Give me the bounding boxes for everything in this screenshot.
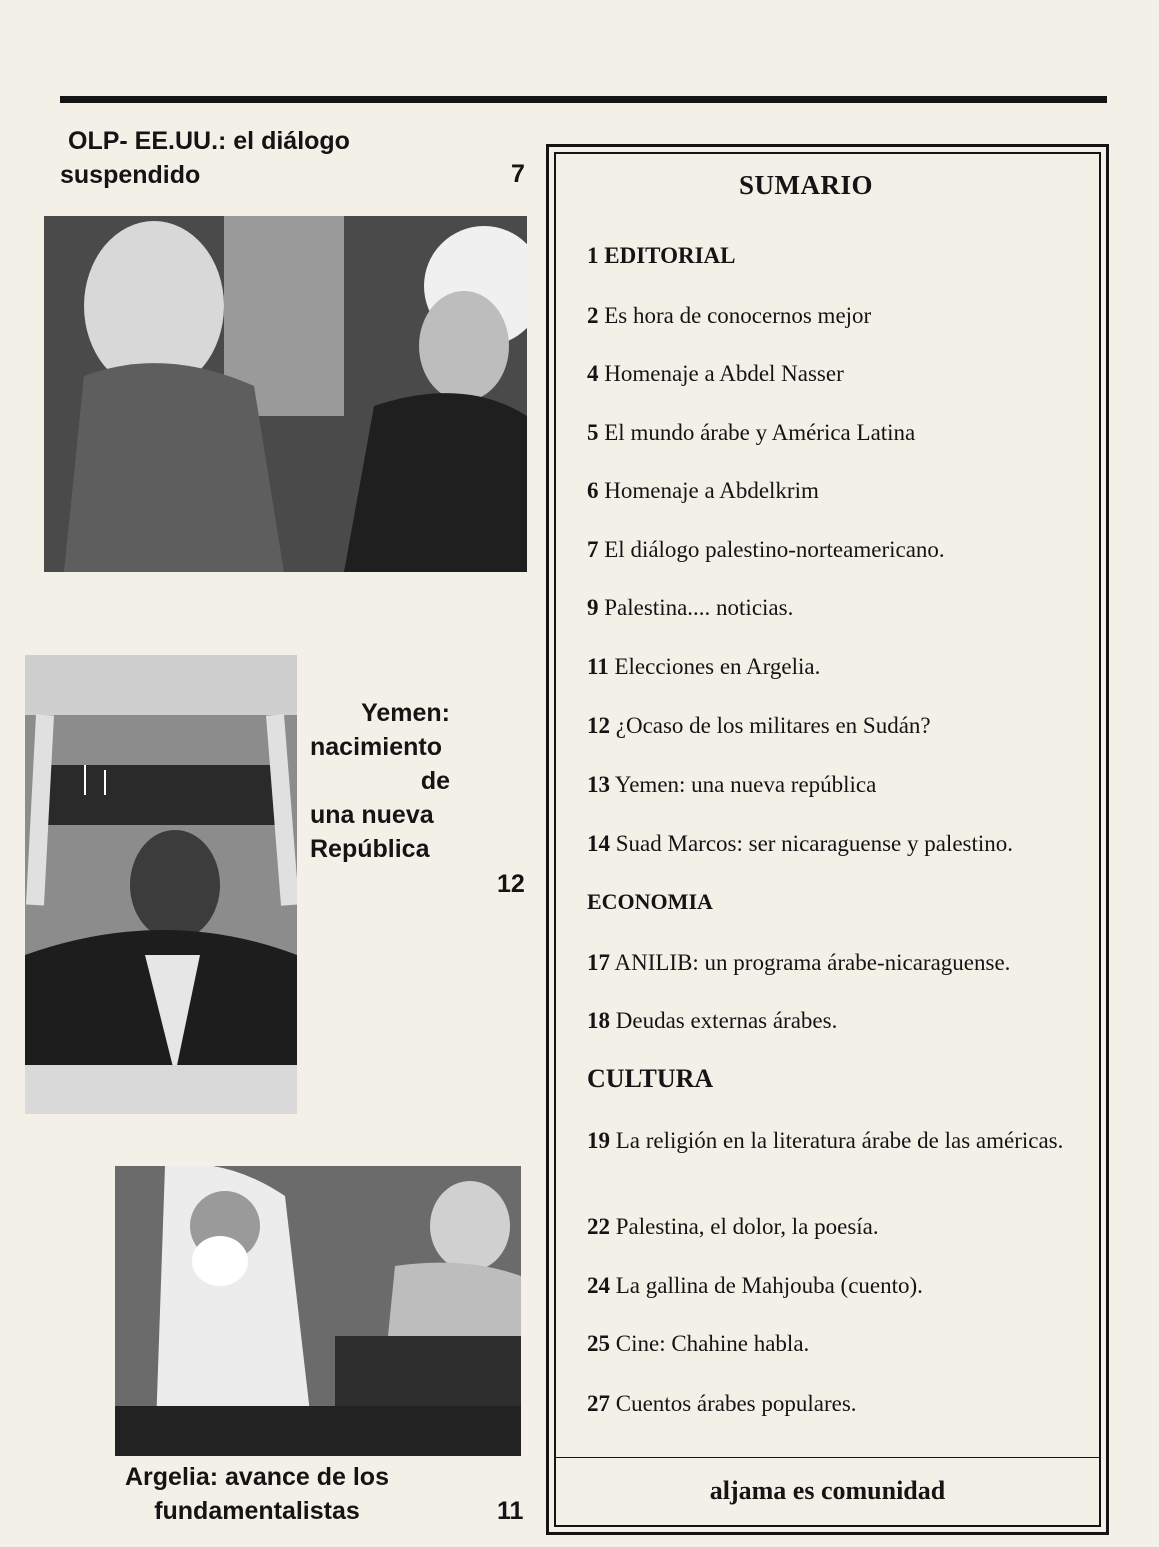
toc-item: 18 Deudas externas árabes.	[587, 1008, 838, 1033]
toc-item: 12 ¿Ocaso de los militares en Sudán?	[587, 713, 931, 738]
top-rule	[60, 96, 1107, 103]
toc-item: 4 Homenaje a Abdel Nasser	[587, 361, 844, 386]
toc-footer-rule	[556, 1457, 1099, 1458]
toc-title: SUMARIO	[738, 170, 873, 200]
toc-item: 6 Homenaje a Abdelkrim	[587, 478, 819, 503]
toc-item: 2 Es hora de conocernos mejor	[587, 303, 872, 328]
toc-item: 17 ANILIB: un programa árabe-nicaraguense.	[587, 950, 1011, 975]
toc-item: 27 Cuentos árabes populares.	[587, 1391, 857, 1416]
feature-title-argelia: Argelia: avance de los fundamentalistas	[124, 1463, 389, 1525]
toc-item: 11 Elecciones en Argelia.	[587, 654, 821, 679]
feature-page-argelia: 11	[497, 1497, 524, 1525]
toc-item: 1 EDITORIAL	[587, 243, 736, 268]
photo-argelia-vote	[115, 1166, 521, 1456]
toc-item: 19 La religión en la literatura árabe de las américas.	[587, 1128, 1064, 1153]
toc-section-economia: ECONOMIA	[587, 889, 713, 914]
toc-item: 22 Palestina, el dolor, la poesía.	[587, 1214, 879, 1239]
toc-item: 25 Cine: Chahine habla.	[587, 1331, 810, 1356]
feature-page-yemen: 12	[497, 870, 525, 898]
feature-title-olp: OLP- EE.UU.: el diálogo suspendido	[60, 127, 350, 189]
toc-item: 7 El diálogo palestino-norteamericano.	[587, 537, 945, 562]
toc-section-cultura: CULTURA	[587, 1064, 714, 1093]
toc-footer-slogan: aljama es comunidad	[709, 1476, 946, 1505]
photo-yemen-leader	[25, 655, 297, 1114]
toc-item: 13 Yemen: una nueva república	[587, 772, 877, 797]
photo-arafat-carter	[44, 216, 527, 572]
feature-page-olp: 7	[511, 160, 525, 188]
toc-item: 24 La gallina de Mahjouba (cuento).	[587, 1273, 923, 1298]
toc-item: 14 Suad Marcos: ser nicaraguense y palestino.	[587, 831, 1014, 856]
feature-title-yemen: Yemen: nacimiento de una nueva República	[310, 699, 450, 863]
toc-item: 9 Palestina.... noticias.	[587, 595, 794, 620]
toc-item: 5 El mundo árabe y América Latina	[587, 420, 916, 445]
